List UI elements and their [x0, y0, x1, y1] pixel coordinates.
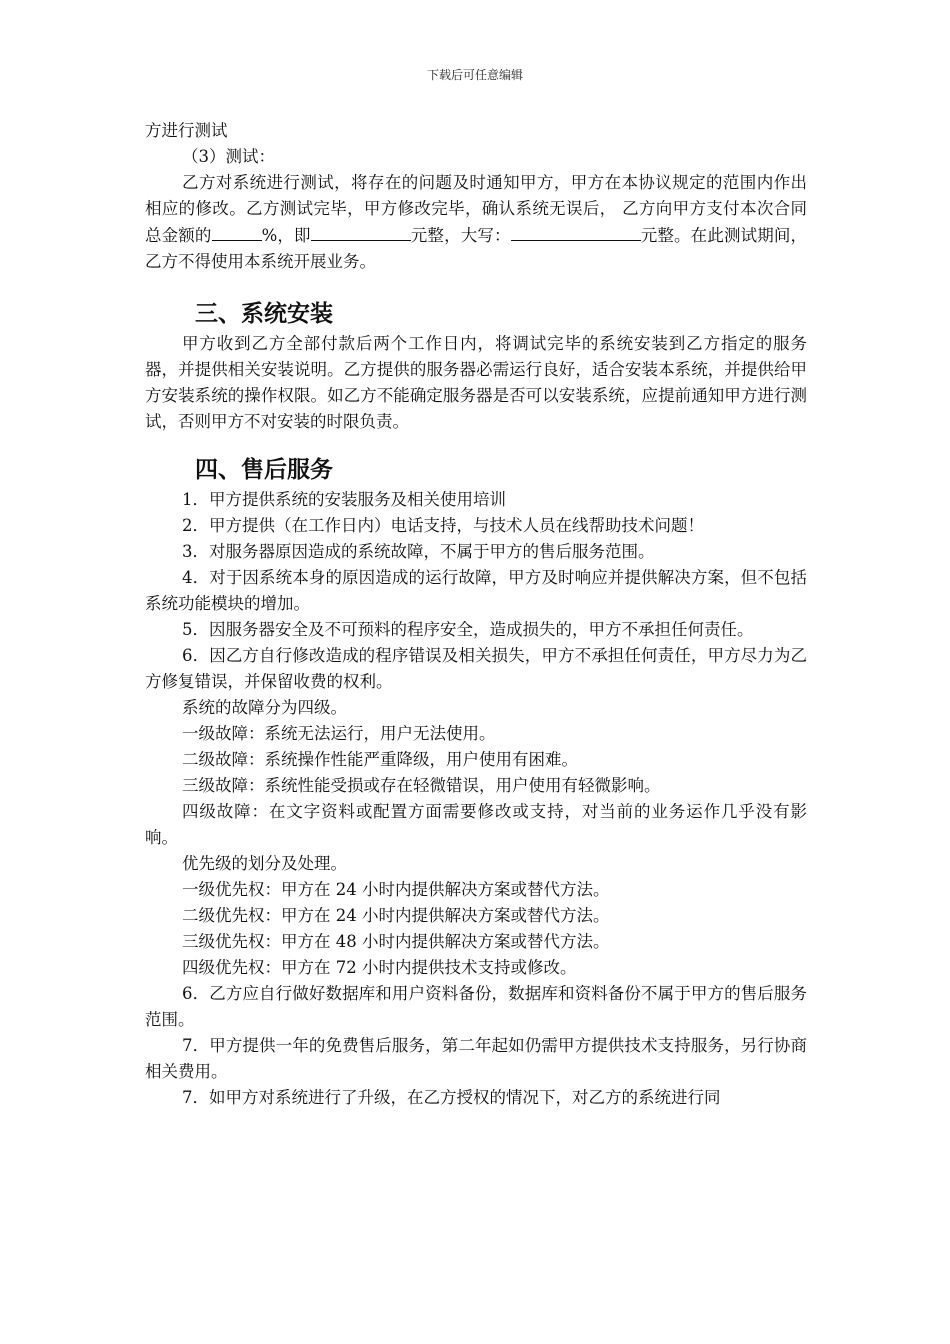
closing-item: 7．如甲方对系统进行了升级，在乙方授权的情况下，对乙方的系统进行同 [182, 1088, 721, 1107]
priority-level: 四级优先权：甲方在 72 小时内提供技术支持或修改。 [182, 958, 577, 977]
fault-level: 四级故障：在文字资料或配置方面需要修改或支持，对当前的业务运作几乎没有影响。 [145, 802, 807, 847]
blank-capital-1 [511, 222, 567, 241]
service-item: 1．甲方提供系统的安装服务及相关使用培训 [182, 490, 506, 509]
blank-percent [212, 222, 262, 241]
fault-level: 二级故障：系统操作性能严重降级，用户使用有困难。 [182, 750, 578, 769]
blank-amount [311, 222, 411, 241]
section-install-title: 三、系统安装 [195, 301, 333, 327]
test-text-2: %，即 [261, 226, 311, 245]
service-item: 4．对于因系统本身的原因造成的运行故障，甲方及时响应并提供解决方案，但不包括系统功能模块的增加。 [145, 568, 807, 613]
fault-level: 一级故障：系统无法运行，用户无法使用。 [182, 724, 496, 743]
service-item: 5．因服务器安全及不可预料的程序安全，造成损失的，甲方不承担任何责任。 [182, 620, 754, 639]
test-continuation: 方进行测试 [145, 121, 228, 140]
test-text-4: 元整。在此测试期间， 乙方不得使用本系统开展业务。 [145, 226, 808, 271]
test-paragraph [145, 170, 807, 275]
priority-level: 一级优先权：甲方在 24 小时内提供解决方案或替代方法。 [182, 880, 610, 899]
test-text-1: 乙方对系统进行测试，将存在的问题及时通知甲方，甲方在本协议规定的范围内作出相应的修改。乙方测试完毕，甲方修改完毕，确认系统无误后， 乙方向甲方支付本次合同总金额的 [145, 173, 807, 245]
priority-level: 三级优先权：甲方在 48 小时内提供解决方案或替代方法。 [182, 932, 610, 951]
service-item: 6．因乙方自行修改造成的程序错误及相关损失，甲方不承担任何责任，甲方尽力为乙方修复错误，并保留收费的权利。 [145, 646, 807, 691]
page-header: 下载后可任意编辑 [426, 68, 523, 82]
service-item: 2．甲方提供（在工作日内）电话支持，与技术人员在线帮助技术问题！ [182, 516, 704, 535]
document-body [145, 118, 807, 1111]
service-item: 3．对服务器原因造成的系统故障，不属于甲方的售后服务范围。 [182, 542, 655, 561]
section-service-title: 四、售后服务 [195, 457, 333, 483]
closing-item: 7．甲方提供一年的免费售后服务，第二年起如仍需甲方提供技术支持服务，另行协商相关费用。 [145, 1036, 807, 1081]
test-text-3: 元整，大写： [410, 226, 511, 245]
test-item-label: （3）测试： [182, 147, 275, 166]
closing-item: 6．乙方应自行做好数据库和用户资料备份，数据库和资料备份不属于甲方的售后服务范围。 [145, 984, 807, 1029]
fault-level: 三级故障：系统性能受损或存在轻微错误，用户使用有轻微影响。 [182, 776, 661, 795]
priority-intro: 优先级的划分及处理。 [182, 854, 347, 873]
priority-level: 二级优先权：甲方在 24 小时内提供解决方案或替代方法。 [182, 906, 610, 925]
blank-capital-2 [567, 222, 641, 241]
fault-intro: 系统的故障分为四级。 [182, 698, 347, 717]
install-paragraph: 甲方收到乙方全部付款后两个工作日内，将调试完毕的系统安装到乙方指定的服务器，并提供相关安装说明。乙方提供的服务器必需运行良好，适合安装本系统，并提供给甲方安装系统的操作权限。如乙方不能确定服务器是否可以安装系统，应提前通知甲方进行测试，否则甲方不对安装的时限负责。 [145, 334, 807, 431]
